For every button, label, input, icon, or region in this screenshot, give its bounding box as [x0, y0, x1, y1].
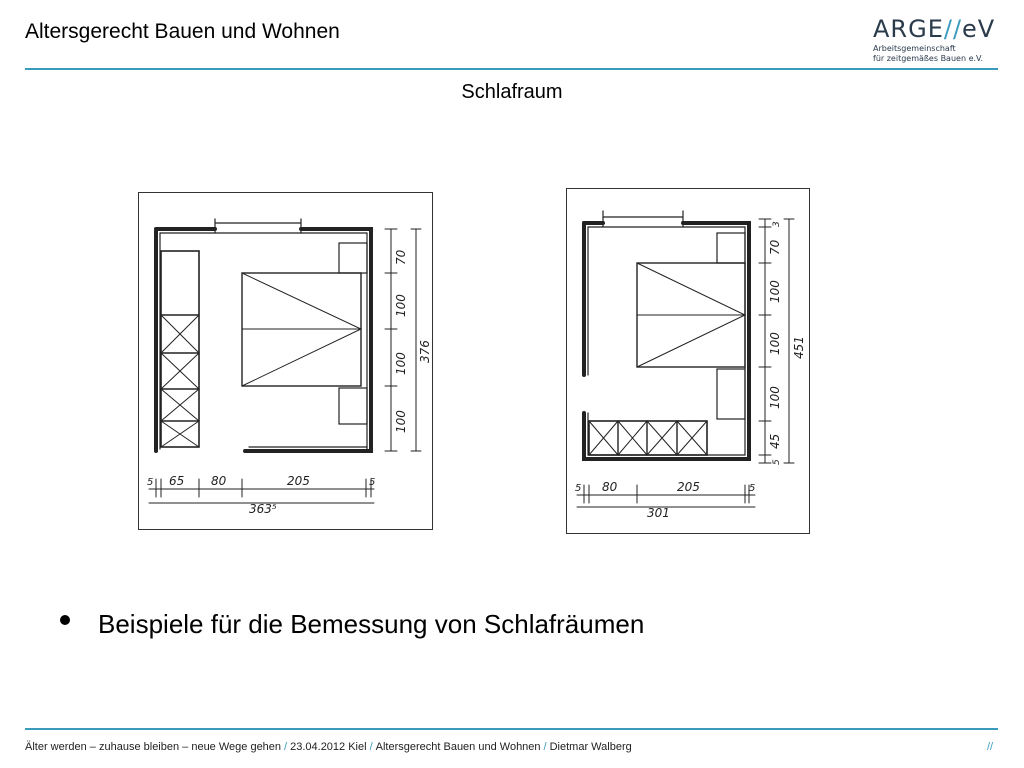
- logo-line-1: Arbeitsgemeinschaft: [873, 44, 956, 53]
- footer-text: [25, 741, 632, 753]
- right-dim-right-5: 100: [768, 386, 782, 409]
- slide-subtitle: Schlafraum: [461, 81, 563, 103]
- left-dim-bottom-5: 5: [369, 477, 376, 488]
- left-dim-right-2: 100: [394, 294, 408, 317]
- floor-plan-left: [138, 192, 433, 530]
- arge-logo: [873, 14, 995, 64]
- left-dim-bottom-total: 363⁵: [249, 502, 277, 516]
- floor-plan-right: [566, 188, 810, 534]
- left-dim-bottom-2: 65: [169, 474, 185, 488]
- floor-plan-right-drawing: [567, 189, 809, 533]
- footer-sep-2: /: [369, 741, 373, 753]
- right-dim-right-total: 451: [792, 336, 806, 359]
- right-dim-right-4: 100: [768, 332, 782, 355]
- logo-wordmark: ARGE//eV: [873, 15, 996, 43]
- left-dim-right-1: 70: [394, 249, 408, 265]
- right-dim-bottom-4: 5: [749, 483, 756, 494]
- left-dim-bottom-3: 80: [211, 474, 227, 488]
- footer-sep-3: /: [543, 741, 547, 753]
- right-dim-right-2: 70: [768, 239, 782, 255]
- footer-divider: [25, 728, 998, 730]
- footer-mark: //: [987, 741, 994, 753]
- left-dim-right-3: 100: [394, 352, 408, 375]
- footer-part-3: Altersgerecht Bauen und Wohnen: [375, 741, 541, 753]
- bullet-dot-icon: [60, 615, 70, 625]
- logo-line-2: für zeitgemäßes Bauen e.V.: [873, 54, 984, 63]
- right-dim-bottom-1: 5: [575, 483, 582, 494]
- right-dim-bottom-total: 301: [647, 506, 670, 520]
- floor-plan-left-drawing: [139, 193, 432, 529]
- bullet-item: [60, 609, 644, 639]
- right-dim-right-6: 45: [768, 433, 782, 449]
- footer-part-2: 23.04.2012 Kiel: [290, 741, 367, 753]
- right-dim-bottom-3: 205: [677, 480, 700, 494]
- right-dim-bottom-2: 80: [602, 480, 618, 494]
- right-dim-right-7: 5: [772, 459, 782, 465]
- right-dim-right-3: 100: [768, 280, 782, 303]
- bullet-text: Beispiele für die Bemessung von Schlafräumen: [98, 609, 645, 639]
- right-dim-right-1: 3: [772, 221, 782, 227]
- left-dim-right-4: 100: [394, 410, 408, 433]
- left-dim-right-total: 376: [418, 340, 432, 363]
- left-dim-bottom-1: 5: [147, 477, 154, 488]
- footer-sep-1: /: [284, 741, 288, 753]
- header-title: Altersgerecht Bauen und Wohnen: [25, 20, 340, 43]
- header-divider: [25, 68, 998, 70]
- left-dim-bottom-4: 205: [287, 474, 310, 488]
- footer-part-4: Dietmar Walberg: [549, 741, 632, 753]
- footer-part-1: Älter werden – zuhause bleiben – neue Wege gehen: [25, 741, 282, 753]
